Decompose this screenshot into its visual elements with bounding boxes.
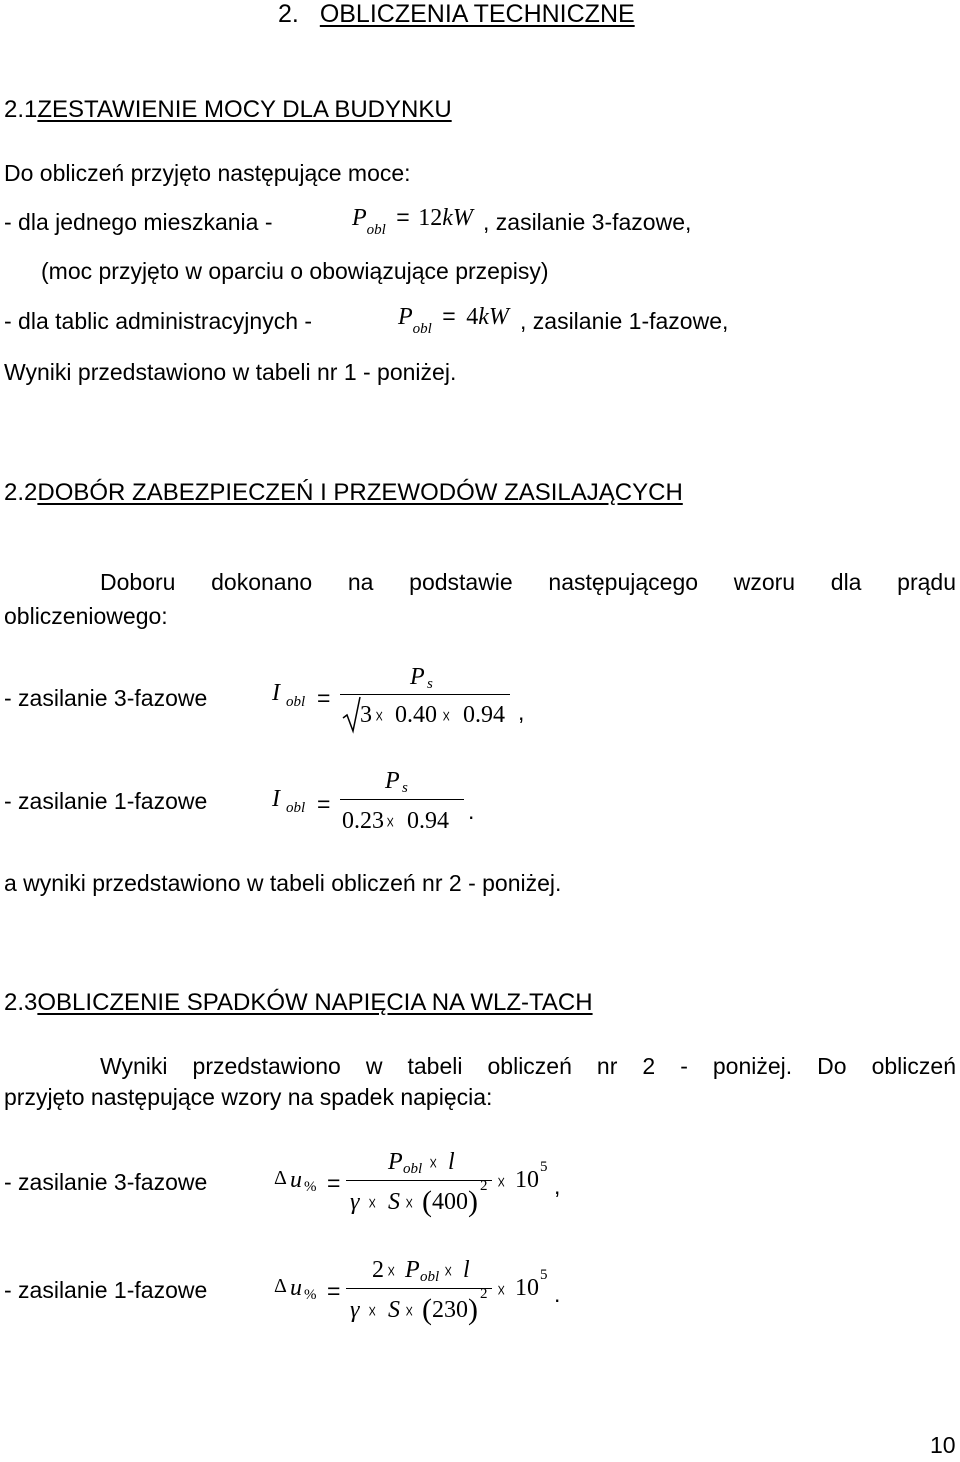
delta-icon: Δ <box>274 1167 287 1189</box>
symbol-p: P <box>352 205 367 231</box>
formula-label-1phase: - zasilanie 1-fazowe <box>4 1277 208 1303</box>
equals-sign: = <box>396 204 410 230</box>
voltage-value: 400 <box>432 1189 468 1215</box>
numerator-two: 2 <box>372 1257 384 1283</box>
den-023: 0.23 <box>342 808 384 834</box>
formula-i-obl-1phase <box>272 770 492 840</box>
times-icon: ☓ <box>442 709 451 726</box>
numerator-p: P <box>385 768 400 794</box>
numerator-l: l <box>463 1257 470 1283</box>
results-text: a wyniki przedstawiono w tabeli obliczeń nr 2 - poniżej. <box>4 870 562 896</box>
section-number: 2.3 <box>4 989 38 1016</box>
document-title <box>278 0 635 29</box>
times-icon: ☓ <box>368 1196 377 1213</box>
page-number: 10 <box>930 1432 956 1458</box>
unit: kW <box>442 205 473 231</box>
symbol-i: I <box>272 786 280 812</box>
den-040: 0.40 <box>395 702 437 728</box>
power-item-apartment <box>4 208 272 236</box>
symbol-i: I <box>272 680 280 706</box>
symbol-p: P <box>398 304 413 330</box>
formula-label-3phase: - zasilanie 3-fazowe <box>4 685 208 711</box>
formula-label-3phase: - zasilanie 3-fazowe <box>4 1169 208 1195</box>
paragraph-line-2: obliczeniowego: <box>4 603 168 629</box>
equals-sign: = <box>327 1278 341 1304</box>
times-icon: ☓ <box>405 1304 414 1321</box>
formula-delta-u-3phase: Δ u % = P obl ☓ l γ ☓ S ☓ ( 400 ) 2 ☓ 10 5 , <box>274 1149 561 1218</box>
item-note: (moc przyjęto w oparciu o obowiązujące przepisy) <box>41 258 549 284</box>
den-094: 0.94 <box>407 808 449 834</box>
value: 12 <box>418 205 443 231</box>
den-3: 3 <box>360 702 372 728</box>
sqrt-icon <box>342 696 362 734</box>
delta-icon: Δ <box>274 1275 287 1297</box>
times-icon: ☓ <box>497 1283 506 1300</box>
equals-sign: = <box>317 791 331 817</box>
formula-i-obl-3phase <box>272 664 542 742</box>
section-heading-text: OBLICZENIE SPADKÓW NAPIĘCIA NA WLZ-TACH <box>37 989 593 1016</box>
ten: 10 <box>515 1275 539 1301</box>
fraction-bar <box>340 799 464 800</box>
punct: , <box>554 1173 561 1199</box>
exponent-5: 5 <box>540 1159 548 1175</box>
intro-text: Do obliczeń przyjęto następujące moce: <box>4 160 411 186</box>
symbol-s: S <box>388 1297 400 1323</box>
unit: kW <box>478 304 509 330</box>
formula-label-1phase: - zasilanie 1-fazowe <box>4 788 208 814</box>
times-icon: ☓ <box>375 709 384 726</box>
section-2-1-heading <box>4 95 452 125</box>
exponent-5: 5 <box>540 1267 548 1283</box>
equals-sign: = <box>442 303 456 329</box>
times-icon: ☓ <box>497 1175 506 1192</box>
section-heading-text: DOBÓR ZABEZPIECZEŃ I PRZEWODÓW ZASILAJĄCYCH <box>37 479 683 506</box>
times-icon: ☓ <box>405 1196 414 1213</box>
ten: 10 <box>515 1167 539 1193</box>
times-icon: ☓ <box>368 1304 377 1321</box>
subscript-obl: obl <box>286 800 306 816</box>
formula-p-obl-12kw <box>352 203 473 239</box>
item-prefix: - dla tablic administracyjnych - <box>4 308 313 334</box>
den-094: 0.94 <box>463 702 505 728</box>
section-number: 2.1 <box>4 96 38 123</box>
paragraph-line-1: Doboru dokonano na podstawie następującego wzoru dla prądu <box>100 569 956 595</box>
times-icon: ☓ <box>444 1264 453 1281</box>
voltage-value: 230 <box>432 1297 468 1323</box>
subscript-percent: % <box>304 1287 317 1303</box>
symbol-u: u <box>290 1167 302 1193</box>
times-icon: ☓ <box>387 1264 396 1281</box>
fraction-bar <box>346 1180 492 1181</box>
section-2-3-heading <box>4 988 593 1018</box>
subscript-obl: obl <box>366 222 386 238</box>
section-2-2-heading <box>4 478 683 508</box>
title-number: 2. <box>278 0 299 28</box>
symbol-u: u <box>290 1275 302 1301</box>
title-text: OBLICZENIA TECHNICZNE <box>319 0 635 28</box>
subscript-obl: obl <box>420 1269 440 1285</box>
equals-sign: = <box>327 1170 341 1196</box>
section-number: 2.2 <box>4 479 38 506</box>
gamma-symbol: γ <box>350 1189 360 1215</box>
times-icon: ☓ <box>429 1156 438 1173</box>
fraction-bar <box>340 694 510 695</box>
gamma-symbol: γ <box>350 1297 360 1323</box>
subscript-obl: obl <box>403 1161 423 1177</box>
results-text: Wyniki przedstawiono w tabeli nr 1 - poniżej. <box>4 359 457 385</box>
value: 4 <box>466 304 479 330</box>
punct: . <box>554 1281 561 1307</box>
times-icon: ☓ <box>386 815 395 832</box>
subscript-obl: obl <box>286 694 306 710</box>
numerator-p: P <box>388 1149 403 1175</box>
subscript-s: s <box>402 780 408 796</box>
numerator-p: P <box>405 1257 420 1283</box>
subscript-percent: % <box>304 1179 317 1195</box>
symbol-s: S <box>388 1189 400 1215</box>
fraction-bar <box>346 1288 492 1289</box>
punct: . <box>468 798 475 824</box>
exponent-2: 2 <box>480 1178 488 1194</box>
formula-p-obl-4kw <box>398 302 509 338</box>
exponent-2: 2 <box>480 1286 488 1302</box>
subscript-s: s <box>427 676 433 692</box>
numerator-p: P <box>410 664 425 690</box>
formula-delta-u-1phase: Δ u % = 2 ☓ P obl ☓ l γ ☓ S ☓ ( 230 ) 2 ☓ 10 5 . <box>274 1257 561 1326</box>
section-heading-text: ZESTAWIENIE MOCY DLA BUDYNKU <box>37 96 452 123</box>
paragraph-line-2: przyjęto następujące wzory na spadek napięcia: <box>4 1084 493 1110</box>
equals-sign: = <box>317 685 331 711</box>
item-suffix: , zasilanie 1-fazowe, <box>520 308 729 334</box>
item-suffix: , zasilanie 3-fazowe, <box>483 209 692 235</box>
numerator-l: l <box>448 1149 455 1175</box>
punct: , <box>518 699 525 725</box>
power-item-admin <box>4 307 312 335</box>
paragraph-line-1: Wyniki przedstawiono w tabeli obliczeń nr 2 - poniżej. Do obliczeń <box>100 1053 956 1079</box>
subscript-obl: obl <box>412 321 432 337</box>
item-prefix: - dla jednego mieszkania - <box>4 209 273 235</box>
